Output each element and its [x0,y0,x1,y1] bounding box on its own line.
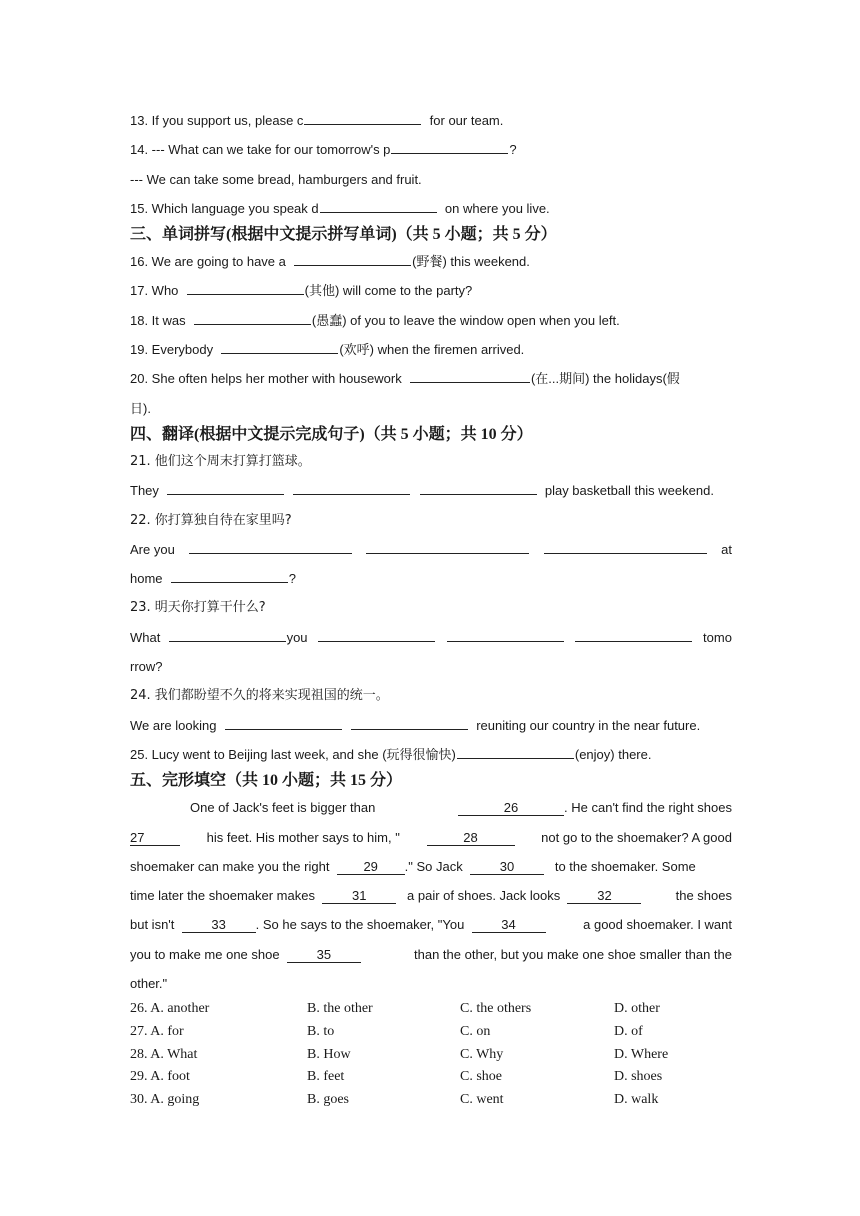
answer-blank[interactable] [225,715,342,730]
option-row-28 [130,1044,732,1067]
passage-text: shoemaker can make you the right [130,858,330,874]
option-a[interactable]: 28. A. What [130,1046,198,1062]
gap-28[interactable]: 28 [427,830,515,846]
gap-32[interactable]: 32 [567,888,641,904]
option-d[interactable]: D. walk [614,1091,659,1107]
q16-tail: (野餐) this weekend. [412,254,530,270]
q24-text: We are looking [130,717,217,733]
passage-text: ." So Jack [404,858,463,874]
passage-line-6 [130,940,732,969]
question-21 [130,476,732,505]
passage-text: you to make me one shoe [130,946,280,962]
section-3-heading: 三、单词拼写(根据中文提示拼写单词)（共 5 小题；共 5 分） [130,226,557,244]
question-23 [130,623,732,652]
q18-text: 18. It was [130,312,186,328]
q19-tail: (欢呼) when the firemen arrived. [339,342,525,358]
question-22-chinese: 22. 你打算独自待在家里吗? [130,512,292,528]
q25-tail: (enjoy) there. [574,746,652,762]
q19-text: 19. Everybody [130,342,214,358]
q14-tail: ? [509,142,517,158]
question-13 [130,106,732,135]
gap-33[interactable]: 33 [182,917,256,933]
answer-blank[interactable] [167,480,284,495]
q20-tail: (在...期间) the holidays(假 [530,371,680,387]
gap-31[interactable]: 31 [322,888,396,904]
option-d[interactable]: D. other [614,1001,660,1017]
answer-blank[interactable] [171,568,288,583]
gap-26[interactable]: 26 [458,800,564,816]
question-14-reply: --- We can take some bread, hamburgers and fruit. [130,171,422,187]
q18-tail: (愚蠢) of you to leave the window open when you left. [311,312,620,328]
section-4-heading: 四、翻译(根据中文提示完成句子)（共 5 小题；共 10 分） [130,425,533,443]
q14-text: 14. --- What can we take for our tomorrow's p [130,142,391,158]
q17-tail: (其他) will come to the party? [304,283,473,299]
question-18 [130,306,732,335]
q20-text: 20. She often helps her mother with housework [130,371,402,387]
option-d[interactable]: D. Where [614,1046,669,1062]
passage-text: . So he says to the shoemaker, "You [255,917,465,933]
question-22-cont [130,564,732,593]
question-24-chinese: 24. 我们都盼望不久的将来实现祖国的统一。 [130,688,389,704]
option-a[interactable]: 29. A. foot [130,1069,190,1085]
q25-text: 25. Lucy went to Beijing last week, and she (玩得很愉快) [130,746,456,762]
passage-text: than the other, but you make one shoe smaller than the [414,946,732,962]
question-14 [130,135,732,164]
q23-tail: tomo [703,629,732,645]
question-20-cont: 日). [130,400,151,416]
question-20 [130,364,732,393]
answer-blank[interactable] [410,368,530,383]
q16-text: 16. We are going to have a [130,254,286,270]
answer-blank[interactable] [544,539,707,554]
passage-text: his feet. His mother says to him, " [206,829,400,845]
answer-blank[interactable] [169,627,286,642]
passage-text: not go to the shoemaker? A good [541,829,732,845]
option-d[interactable]: D. shoes [614,1069,663,1085]
option-row-26 [130,998,732,1021]
option-b[interactable]: B. to [307,1023,335,1039]
option-a[interactable]: 27. A. for [130,1023,184,1039]
option-c[interactable]: C. Why [460,1046,504,1062]
passage-text: but isn't [130,917,175,933]
option-row-29 [130,1066,732,1089]
q17-text: 17. Who [130,283,179,299]
question-25 [130,740,732,769]
option-d[interactable]: D. of [614,1023,643,1039]
answer-blank[interactable] [304,110,421,125]
q21-tail: play basketball this weekend. [544,483,714,499]
passage-line-1 [130,793,732,822]
passage-text: to the shoemaker. Some [554,858,696,874]
question-19 [130,335,732,364]
question-22 [130,535,732,564]
q23-text: What [130,629,161,645]
option-c[interactable]: C. the others [460,1001,532,1017]
q15-text: 15. Which language you speak d [130,200,319,216]
answer-blank[interactable] [318,627,435,642]
answer-blank[interactable] [320,198,437,213]
worksheet-page [130,106,732,1111]
passage-text: . He can't find the right shoes [564,800,732,816]
q22-text: Are you [130,541,175,557]
answer-blank[interactable] [366,539,529,554]
q21-text: They [130,483,159,499]
answer-blank[interactable] [187,280,304,295]
passage-text: a good shoemaker. I want [583,917,732,933]
option-b[interactable]: B. goes [307,1091,349,1107]
question-24 [130,711,732,740]
answer-blank[interactable] [351,715,468,730]
section-5-heading: 五、完形填空（共 10 小题；共 15 分） [130,772,403,790]
answer-blank[interactable] [294,251,411,266]
passage-line-5 [130,910,732,939]
q15-tail: on where you live. [444,200,550,216]
gap-34[interactable]: 34 [472,917,546,933]
q24-tail: reuniting our country in the near future. [476,717,701,733]
answer-blank[interactable] [221,339,338,354]
option-c[interactable]: C. on [460,1023,491,1039]
gap-30[interactable]: 30 [470,859,544,875]
q22-tail: at [721,541,732,557]
passage-text: One of Jack's feet is bigger than [190,800,376,816]
passage-line-7: other." [130,976,168,992]
question-16 [130,247,732,276]
option-row-30 [130,1089,732,1112]
passage-line-2 [130,823,732,852]
passage-line-4 [130,881,732,910]
q13-tail: for our team. [429,113,504,128]
question-23-cont: rrow? [130,659,163,675]
answer-blank[interactable] [293,480,410,495]
option-row-27 [130,1021,732,1044]
gap-27[interactable]: 27 [130,830,180,846]
passage-text: the shoes [675,888,732,904]
passage-text: a pair of shoes. Jack looks [407,888,561,904]
q22-text-2: home [130,571,163,587]
answer-blank[interactable] [575,627,692,642]
question-21-chinese: 21. 他们这个周末打算打篮球。 [130,453,311,469]
answer-blank[interactable] [457,744,574,759]
option-a[interactable]: 30. A. going [130,1091,200,1107]
question-15 [130,194,732,223]
option-b[interactable]: B. feet [307,1069,345,1085]
passage-text: time later the shoemaker makes [130,888,315,904]
question-17 [130,276,732,305]
options-list [130,998,732,1111]
gap-29[interactable]: 29 [337,859,405,875]
q22-tail-2: ? [288,571,296,587]
answer-blank[interactable] [420,480,537,495]
option-b[interactable]: B. the other [307,1001,373,1017]
answer-blank[interactable] [189,539,352,554]
option-c[interactable]: C. went [460,1091,504,1107]
option-b[interactable]: B. How [307,1046,351,1062]
passage-line-3 [130,852,732,881]
q13-text: 13. If you support us, please c [130,113,304,128]
answer-blank[interactable] [391,139,508,154]
option-a[interactable]: 26. A. another [130,1001,210,1017]
answer-blank[interactable] [194,310,311,325]
q23-mid: you [286,629,308,645]
gap-35[interactable]: 35 [287,947,361,963]
question-23-chinese: 23. 明天你打算干什么? [130,600,266,616]
option-c[interactable]: C. shoe [460,1069,502,1085]
answer-blank[interactable] [447,627,564,642]
